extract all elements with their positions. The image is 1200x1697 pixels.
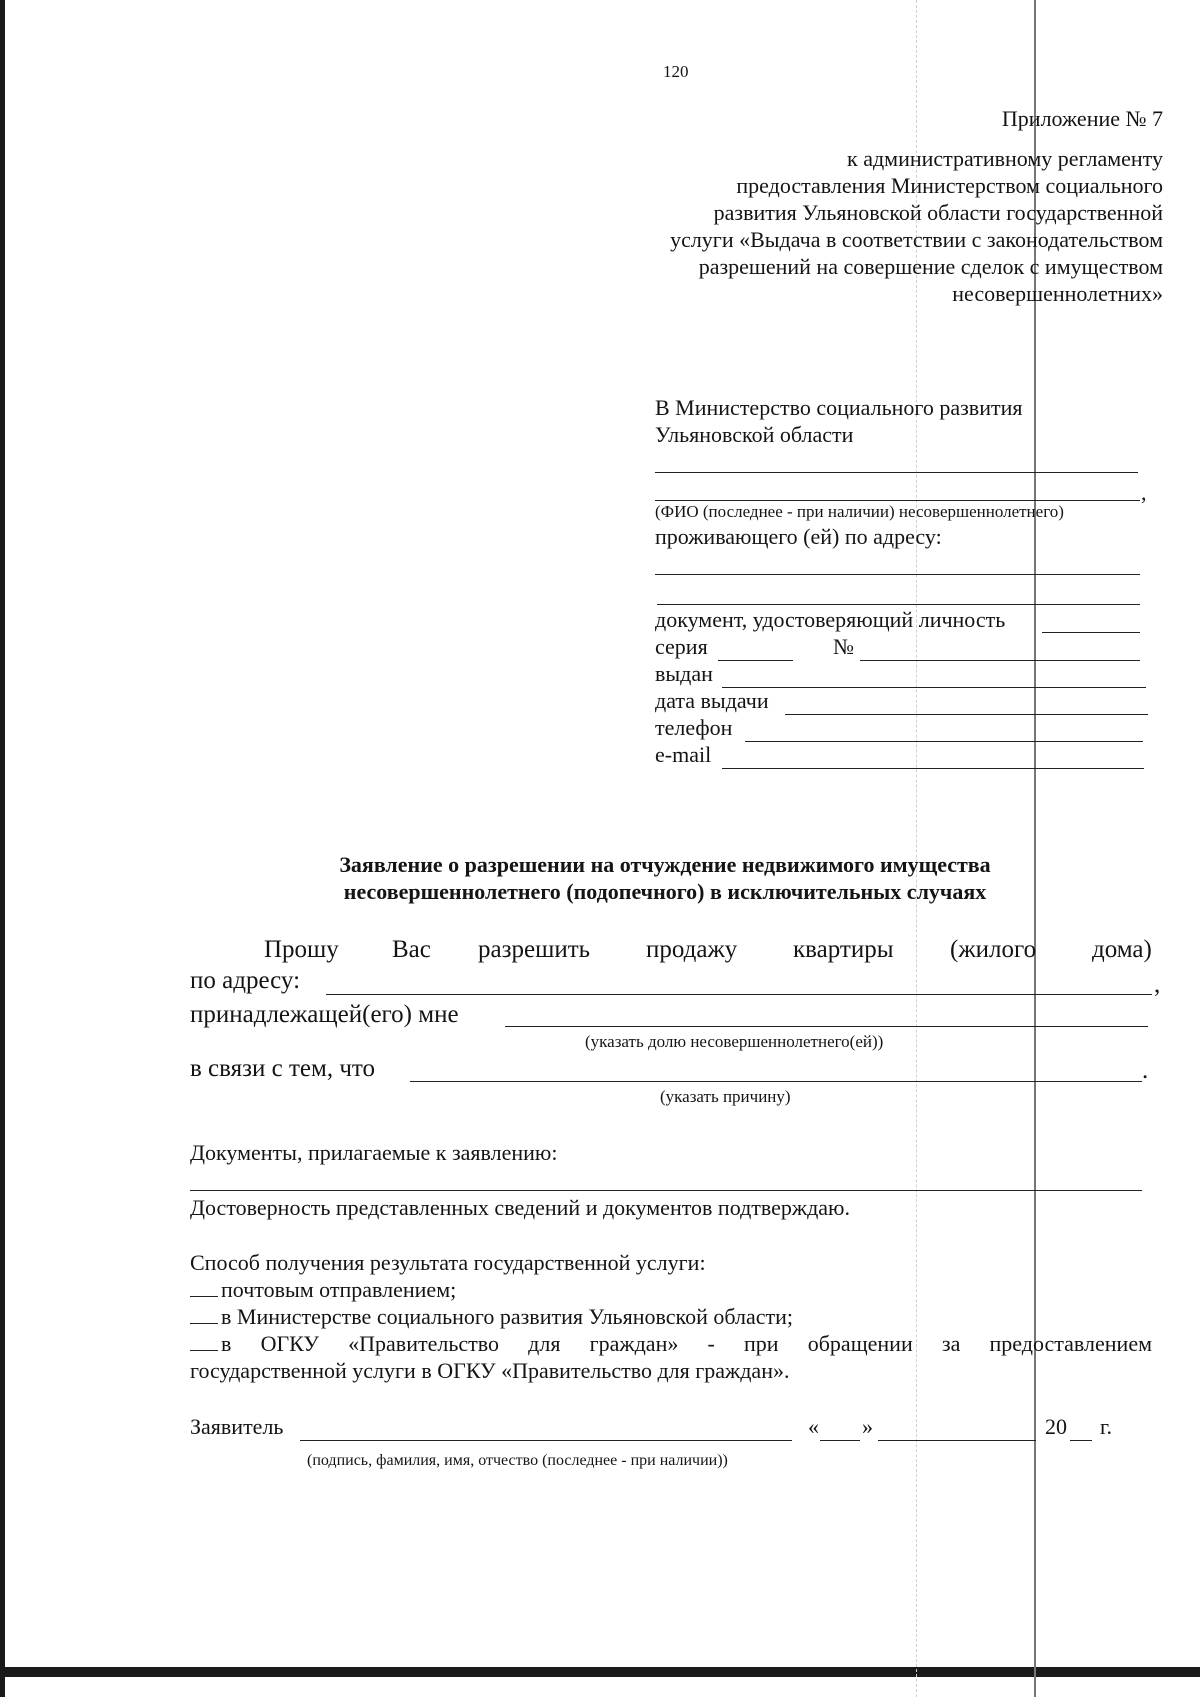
date-month-field[interactable] xyxy=(878,1440,1036,1441)
address-label: по адресу: xyxy=(190,967,301,994)
address-field-line[interactable] xyxy=(655,574,1140,575)
reason-label: в связи с тем, что xyxy=(190,1055,375,1082)
request-word: продажу xyxy=(646,936,738,963)
appendix-line: услуги «Выдача в соответствии с законодательством xyxy=(670,227,1163,252)
request-word: Прошу xyxy=(264,936,339,963)
documents-label: Документы, прилагаемые к заявлению: xyxy=(190,1140,558,1165)
request-word: разрешить xyxy=(478,936,591,963)
appendix-line: несовершеннолетних» xyxy=(952,281,1163,306)
phone-label: телефон xyxy=(655,715,733,740)
reason-field[interactable] xyxy=(410,1081,1142,1082)
email-field[interactable] xyxy=(722,768,1144,769)
applicant-label: Заявитель xyxy=(190,1414,284,1439)
share-caption: (указать долю несовершеннолетнего(ей)) xyxy=(585,1032,884,1051)
id-document-label: документ, удостоверяющий личность xyxy=(655,607,1006,632)
residing-label: проживающего (ей) по адресу: xyxy=(655,524,942,549)
confirmation-text: Достоверность представленных сведений и документов подтверждаю. xyxy=(190,1195,850,1220)
date-close-quote: » xyxy=(862,1414,873,1439)
period: . xyxy=(1142,1057,1149,1084)
option-ogku-label: в ОГКУ «Правительство для граждан» - при обращении за предоставлением xyxy=(221,1331,1152,1356)
appendix-title: Приложение № 7 xyxy=(1001,106,1163,131)
number-field[interactable] xyxy=(860,660,1140,661)
fio-caption: (ФИО (последнее - при наличии) несовершеннолетнего) xyxy=(655,502,1064,521)
property-address-field[interactable] xyxy=(326,994,1152,995)
signature-caption: (подпись, фамилия, имя, отчество (последнее - при наличии)) xyxy=(307,1452,728,1469)
form-heading: несовершеннолетнего (подопечного) в исключительных случаях xyxy=(343,879,987,904)
owned-label: принадлежащей(его) мне xyxy=(190,1001,459,1028)
email-label: e-mail xyxy=(655,742,712,767)
year-suffix: г. xyxy=(1100,1414,1113,1439)
checkbox-blank[interactable] xyxy=(190,1296,218,1297)
date-open-quote: « xyxy=(808,1414,819,1439)
page-number: 120 xyxy=(663,62,689,81)
option-ogku[interactable] xyxy=(190,1331,1152,1357)
signature-field[interactable] xyxy=(300,1440,792,1441)
checkbox-blank[interactable] xyxy=(190,1323,218,1324)
request-word: (жилого xyxy=(950,936,1037,963)
request-word: дома) xyxy=(1092,936,1152,963)
address-field-line[interactable] xyxy=(657,604,1140,605)
appendix-line: к административному регламенту xyxy=(847,146,1163,171)
request-word: Вас xyxy=(392,936,431,963)
method-label: Способ получения результата государственной услуги: xyxy=(190,1250,706,1275)
reason-caption: (указать причину) xyxy=(660,1087,791,1106)
comma: , xyxy=(1154,971,1161,998)
id-document-field[interactable] xyxy=(1042,632,1140,633)
comma: , xyxy=(1141,480,1147,505)
option-mail[interactable] xyxy=(190,1277,456,1303)
issued-label: выдан xyxy=(655,661,713,686)
issue-date-field[interactable] xyxy=(785,714,1148,715)
option-ogku-continuation: государственной услуги в ОГКУ «Правительство для граждан». xyxy=(190,1358,790,1383)
request-word: квартиры xyxy=(793,936,894,963)
series-field[interactable] xyxy=(718,660,793,661)
scan-edge-bottom xyxy=(0,1667,1200,1677)
date-year-field[interactable] xyxy=(1070,1440,1092,1441)
scan-edge-left xyxy=(0,0,5,1697)
addressee-line: Ульяновской области xyxy=(655,422,854,447)
issued-field[interactable] xyxy=(722,687,1146,688)
date-year-prefix: 20 xyxy=(1045,1414,1067,1439)
number-label: № xyxy=(833,634,854,659)
date-day-field[interactable] xyxy=(820,1440,860,1441)
phone-field[interactable] xyxy=(745,741,1143,742)
series-label: серия xyxy=(655,634,708,659)
share-field[interactable] xyxy=(505,1026,1148,1027)
addressee-line: В Министерство социального развития xyxy=(655,395,1023,420)
fio-field-line[interactable] xyxy=(655,500,1140,501)
option-mail-label: почтовым отправлением; xyxy=(221,1277,457,1302)
appendix-line: развития Ульяновской области государственной xyxy=(713,200,1163,225)
appendix-line: разрешений на совершение сделок с имуществом xyxy=(698,254,1163,279)
documents-field[interactable] xyxy=(190,1190,1142,1191)
option-ministry-label: в Министерстве социального развития Ульяновской области; xyxy=(221,1304,793,1329)
appendix-line: предоставления Министерством социального xyxy=(736,173,1163,198)
issue-date-label: дата выдачи xyxy=(655,688,769,713)
checkbox-blank[interactable] xyxy=(190,1350,218,1351)
form-heading: Заявление о разрешении на отчуждение недвижимого имущества xyxy=(339,852,991,877)
fio-field-line[interactable] xyxy=(655,472,1138,473)
option-ministry[interactable] xyxy=(190,1304,793,1330)
